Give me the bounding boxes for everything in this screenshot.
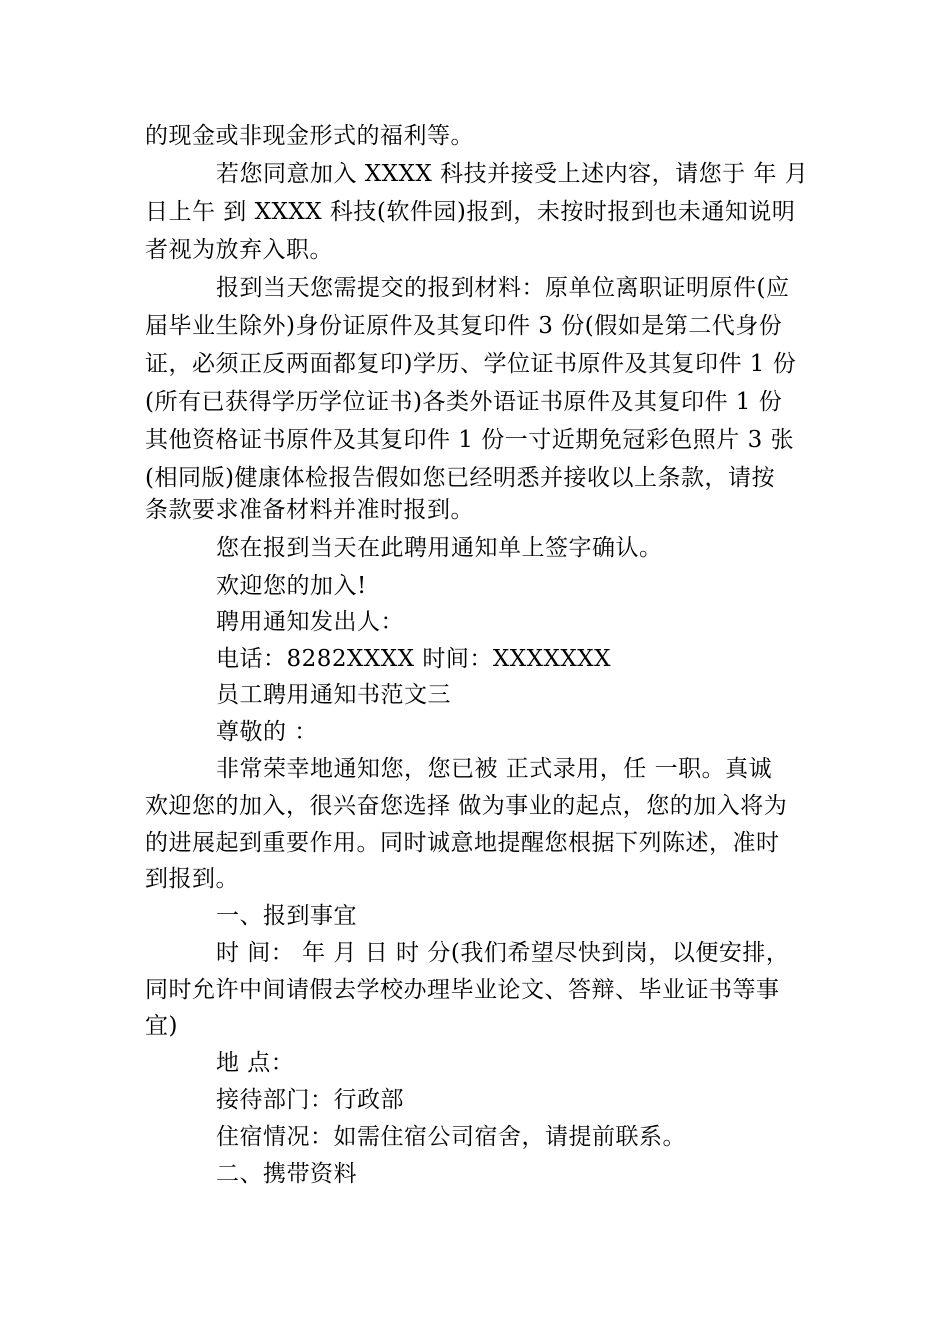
text-line: 时 间： 年 月 日 时 分(我们希望尽快到岗，以便安排， [216,940,790,966]
text-line: 二、携带资料 [216,1161,357,1187]
text-line: 的现金或非现金形式的福利等。 [145,123,474,149]
text-line: 一、报到事宜 [216,903,357,929]
text-line: 非常荣幸地通知您，您已被 正式录用，任 一职。真诚 [216,756,773,782]
text-line: 若您同意加入 XXXX 科技并接受上述内容，请您于 年 月 [216,161,809,187]
text-line: 电话：8282XXXX 时间：XXXXXXX [216,646,611,672]
text-line: 其他资格证书原件及其复印件 1 份一寸近期免冠彩色照片 3 张 [145,427,795,453]
text-line: (相同版)健康体检报告假如您已经明悉并接收以上条款，请按 [145,465,775,491]
text-line: 者视为放弃入职。 [145,237,333,263]
text-line: 同时允许中间请假去学校办理毕业论文、答辩、毕业证书等事 [145,977,780,1003]
text-line: 您在报到当天在此聘用通知单上签字确认。 [216,535,663,561]
text-line: 报到当天您需提交的报到材料：原单位离职证明原件(应 [216,275,790,301]
text-line: 接待部门：行政部 [216,1087,404,1113]
text-line: 证，必须正反两面都复印)学历、学位证书原件及其复印件 1 份 [145,351,797,377]
text-line: 的进展起到重要作用。同时诚意地提醒您根据下列陈述，准时 [145,830,780,856]
text-line: 地 点： [216,1050,295,1076]
text-line: 欢迎您的加入，很兴奋您选择 做为事业的起点，您的加入将为 [145,793,788,819]
text-line: 宜) [145,1013,178,1039]
text-line: 尊敬的 ： [216,719,318,745]
text-line: 员工聘用通知书范文三 [216,682,451,708]
text-line: 条款要求准备材料并准时报到。 [145,497,474,523]
text-line: 日上午 到 XXXX 科技(软件园)报到，未按时报到也未通知说明 [145,199,796,225]
text-line: 住宿情况：如需住宿公司宿舍，请提前联系。 [216,1124,686,1150]
text-line: 到报到。 [145,866,239,892]
text-line: 欢迎您的加入! [216,573,367,599]
text-line: 聘用通知发出人： [216,609,404,635]
text-line: (所有已获得学历学位证书)各类外语证书原件及其复印件 1 份 [145,389,783,415]
text-line: 届毕业生除外)身份证原件及其复印件 3 份(假如是第二代身份 [145,313,783,339]
